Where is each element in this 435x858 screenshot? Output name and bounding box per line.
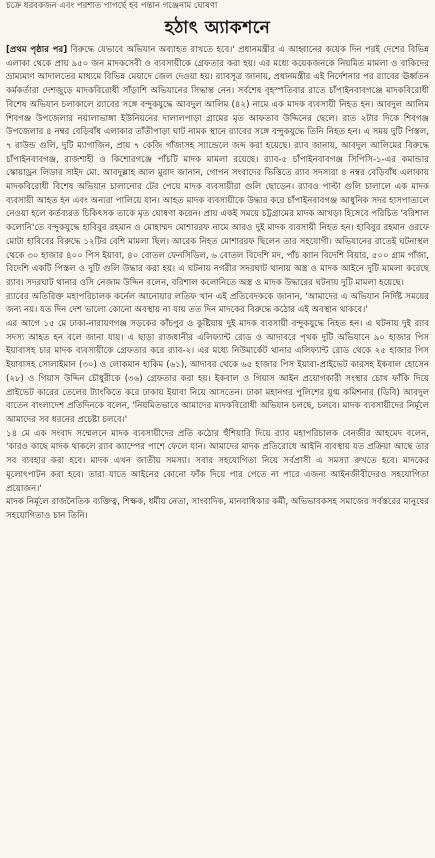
previous-article-fragment: চক্রে ধরবকজন এবং পরশাত পাগর্ছে হব পন্তান গঞ্জেনাম ঘোষণা [6,1,218,11]
article-paragraph: মাদক নির্মূলে রাজনৈতিক ব্যক্তিত্ব, শিক্ষক, ধর্মীয় নেতা, সাংবাদিক, মানবাধিকার কর্মী, অভিভাবকসহ সমাজের সর্বস্তরের মানুষের সহযোগিতাও চান তিনি। [6,497,429,521]
article-paragraph: ১৪ মে এক সংবাদ সম্মেলনে মাদক ব্যবসায়ীদের প্রতি কঠোর হুঁশিয়ারি দিয়ে র‍্যাব মহাপরিচালক বেনজীর আহমেদ বলেন, 'কারও কাছে মাদক থাকলে র‍্যাব ক্যাম্পের পাশে ফেলে যান। আমাদের মাদক প্রতিরোধে আইনি ব্যবস্থায় যত প্রক্রিয়া আছে তার সব ব্যবহার করা হবে। মাদক এখন জাতীয় সমস্যা। সবার সহযোগিতা নিয়ে সর্বপ্রাসী এ সমস্যা রুখতে হবে। মাদকের মূলোৎপাটন করা হবে। তারা যাতে আইনের কোনো ফাঁক দিয়ে পার পেতে না পারে এজন্য আইনজীবীদেরও সহযোগিতা প্রয়োজন।' [6,428,429,494]
paragraph-text: বিরুদ্ধে যেভাবে অভিযান অব্যাহত রাখতে হবে।' প্রধানমন্ত্রীর এ আহ্বানের কয়েক দিন পরই দেশের বিভিন্ন এলাকা থেকে প্রায় ৯৫০ জন মাদকসেবী ও ব্যবসায়ীকে গ্রেফতার করা হয়। এর মধ্যে কয়েকজনকে নিয়মিত মামলা ও বাকিদের ভ্রাম্যমাণ আদালতের মাধ্যমে বিভিন্ন মেয়াদে জেল দেওয়া হয়। র‍্যাবসূত্র জানায়, প্রধানমন্ত্রীর এই নির্দেশনার পর র‍্যাবের ঊর্ধ্বতন কর্মকর্তারা দেশজুড়ে মাদকবিরোধী সাঁড়াশি অভিযানের সিদ্ধান্ত নেন। সর্বশেষ বৃহস্পতিবার রাতে চাঁপাইনবাবগঞ্জে মাদকবিরোধী বিশেষ অভিযান চলাকালে র‍্যাবের সঙ্গে বন্দুকযুদ্ধে আবদুল আলিম (৪২) নামে এক মাদক ব্যবসায়ী নিহত হন। আবদুল আলিম শিবগঞ্জ উপজেলার নয়ালাভাঙ্গা ইউনিয়নের দালালপাড়া গ্রামের মৃত আফতাব উদ্দিনের ছেলে। রাত ২টার দিকে শিবগঞ্জ উপজেলার ৪ নম্বর বেড়িবাঁধ এলাকার তাঁতীপাড়া ঘাট নামক স্থানে র‍্যাবের সঙ্গে বন্দুকযুদ্ধে তিনি নিহত হন। এ সময় দুটি পিস্তল, ৭ রাউন্ড গুলি, দুটি ম্যাগাজিন, প্রায় ৭ কেজি গাঁজাসহ স্যান্ডেলে জব্দ করা হয়েছে। র‍্যাব জানায়, আবদুল আলিমের বিরুদ্ধে চাঁপাইনবাবগঞ্জ, রাজশাহী ও কিশোরগঞ্জে পাঁচটি মাদক মামলা রয়েছে। র‍্যাব-৫ চাঁপাইনবাবগঞ্জ সিপিসি-১-এর কমান্ডার স্কোয়াড্রন লিডার সাইদ মো. আবদুল্লাহ আল মুরাদ জানান, গোপন সংবাদের ভিত্তিতে র‍্যাব সদস্যরা ৪ নম্বর বেড়িবাঁধ এলাকায় মাদকবিরোধী বিশেষ অভিযান চালানোর টের পেয়ে মাদক ব্যবসায়ীরা গুলি ছোড়েন। র‍্যাবও পাল্টা গুলি চালালে এক মাদক ব্যবসায়ী আহত হন এবং অন্যরা পালিয়ে যান। আহত মাদক ব্যবসায়ীকে উদ্ধার করে চাঁপাইনবাবগঞ্জ আধুনিক সদর হাসপাতালে নেওয়া হলে কর্তব্যরত চিকিৎসক তাকে মৃত ঘোষণা করেন। প্রায় একই সময়ে চট্টগ্রামের মাদক আখড়া হিসেবে পরিচিত 'বরিশাল কলোনি'তে বন্দুকযুদ্ধে হাবিবুর রহমান ও মোহাম্মদ মোশাররফ নামে আরও দুই মাদক ব্যবসায়ী নিহত হন। হাবিবুর রহমান ওরফে মোটা হাবিবের বিরুদ্ধে ১২টির বেশি মামলা ছিল। আরেক নিহত মোশাররফ ছিলেন তার সহযোগী। অভিযানের রাতেই ঘটনাস্থল থেকে ৩০ হাজার ৪০০ পিস ইয়াবা, ৪০ বোতল ফেনসিডিল, ৬ বোতল বিদেশি মদ, পাঁচ ক্যান বিদেশি বিয়ার, ৫০০ গ্রাম গাঁজা, বিদেশি একটি পিস্তল ও দুটি গুলি উদ্ধার করা হয়। এ ঘটনায় নগরীর সদরঘাট থানায় অস্ত্র ও মাদক আইনে দুটি মামলা করেছে র‍্যাব। সদরঘাট থানার ওসি নেজাম উদ্দিন বলেন, বরিশাল কলোনিতে অস্ত্র ও মাদক উদ্ধারের ঘটনায় দুটি মামলা হয়েছে। [6,45,429,288]
article-paragraph: র‍্যাবের অতিরিক্ত মহাপরিচালক কর্নেল আনোয়ার লতিফ খান এই প্রতিবেদককে জানান, 'আমাদের এ অভিযান নির্দিষ্ট সময়ের জন্য নয়। যত দিন দেশ ভালো কোনো অবস্থায় না যায় তত দিন মাদকের বিরুদ্ধে কঠোর এই অবস্থান থাকবে।' [6,291,429,316]
continued-from-label: [প্রথম পৃষ্ঠার পর] [6,45,68,55]
article-paragraph [6,44,429,291]
article-body [0,44,435,524]
article-headline: হঠাৎ অ্যাকশনে [164,18,271,38]
article-paragraph: এর আগে ১৫ মে ঢাকা-নারায়ণগঞ্জ সড়কের কাঁচপুর ও কুষ্টিয়ায় দুই মাদক ব্যবসায়ী বন্দুকযুদ্ধে নিহত হন। এ ঘটনায় দুই র‍্যাব সদস্য আহত হন বলে জানা যায়। এ ছাড়া রাজধানীর এলিফ্যান্ট রোড ও আদাবরে পৃথক দুটি অভিযানে ৯০ হাজার পিস ইয়াবাসহ চার মাদক ব্যবসায়ীকে গ্রেফতার করে র‍্যাব-২। এর মধ্যে নিউমার্কেট থানার এলিফ্যান্ট রোড থেকে ২৫ হাজার পিস ইয়াবাসহ সোলাইমান (৩০) ও লোকমান হাকিম (৬১), আদাবর থেকে ৬৫ হাজার পিস ইয়াবা-প্রাইভেট কারসহ ইকবাল হোসেন (২৮) ও গিয়াস উদ্দিন চৌধুরীকে (৩৬) গ্রেফতার করা হয়। ইকবাল ও গিয়াস আইন প্রয়োগকারী সংস্থার চোখ ফাঁকি দিয়ে প্রাইভেট কারের তেলের ট্যাংকিতে করে ঢাকায় ইয়াবা নিয়ে আসতেন। ঢাকা মহানগর পুলিশের যুগ্ম কমিশনার (ডিবি) আবদুল বাতেন বাংলাদেশ প্রতিদিনকে বলেন, 'নিয়মিতভাবে আমাদের মাদকবিরোধী অভিযান চলছে, চলবে। মাদক ব্যবসায়ীদের নির্মূলে আমাদের সব ধরনের প্রচেষ্টা চলবে।' [6,319,429,425]
